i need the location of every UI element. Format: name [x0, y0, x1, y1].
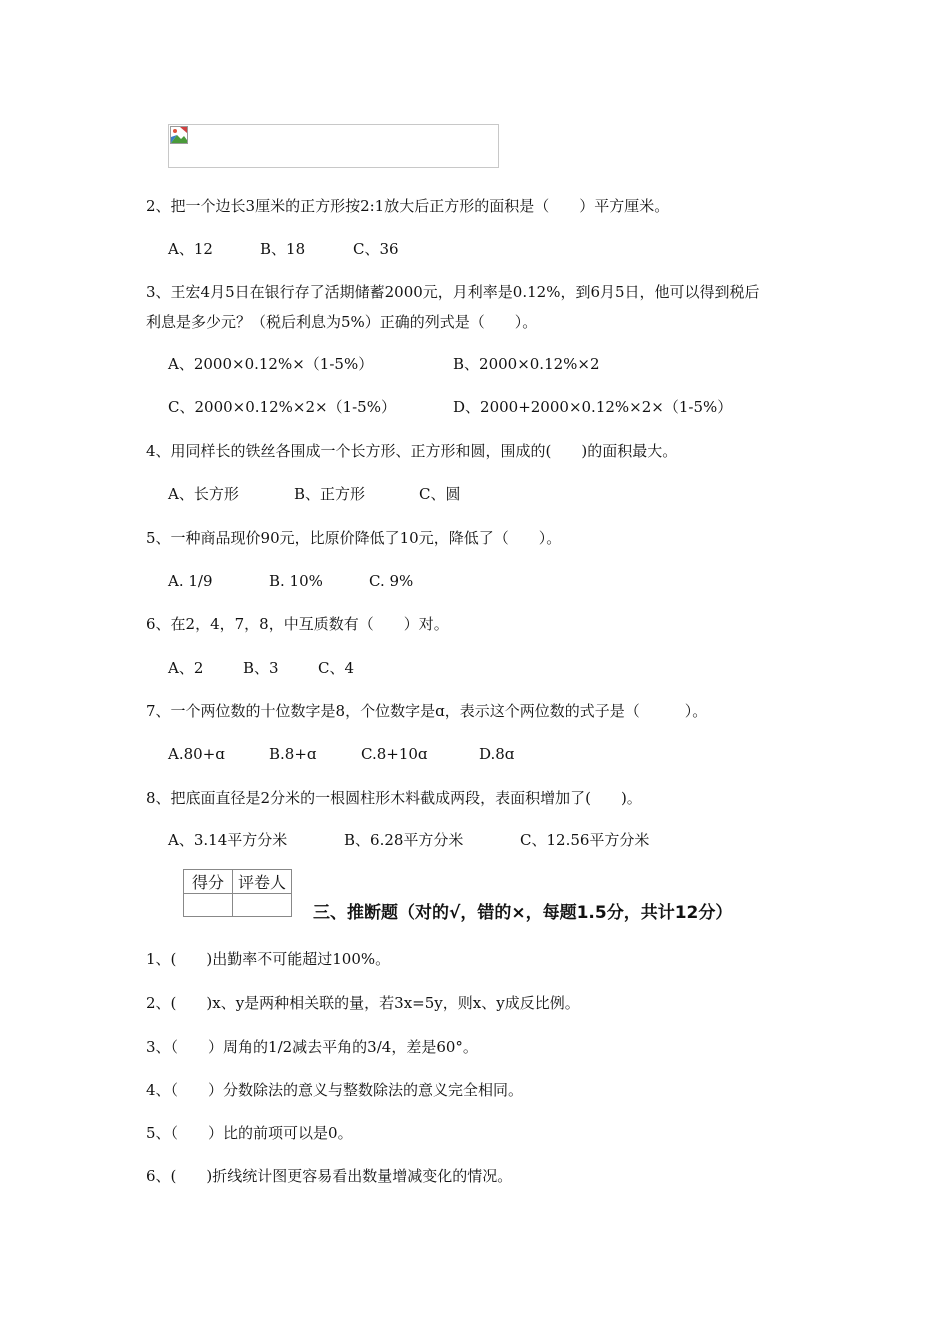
grader-cell: [233, 894, 292, 917]
question-4-option-c: C、圆: [419, 485, 461, 503]
question-4-stem: 4、用同样长的铁丝各围成一个长方形、正方形和圆，围成的( )的面积最大。: [146, 442, 678, 460]
question-5-option-a: A. 1/9: [168, 572, 213, 590]
question-8-option-c: C、12.56平方分米: [520, 831, 650, 849]
broken-image-icon: [170, 126, 188, 144]
question-8-option-b: B、6.28平方分米: [344, 831, 464, 849]
judgment-item-6: 6、( )折线统计图更容易看出数量增减变化的情况。: [146, 1167, 513, 1185]
question-3-option-b: B、2000×0.12%×2: [453, 355, 600, 373]
question-3-option-d: D、2000+2000×0.12%×2×（1-5%）: [453, 398, 733, 416]
question-5-option-c: C. 9%: [369, 572, 414, 590]
question-8-option-a: A、3.14平方分米: [168, 831, 288, 849]
question-5-option-b: B. 10%: [269, 572, 323, 590]
score-table: [183, 869, 292, 917]
question-2-option-b: B、18: [260, 240, 306, 258]
question-2-option-a: A、12: [168, 240, 213, 258]
question-6-option-a: A、2: [168, 659, 204, 677]
score-label: 得分: [184, 870, 233, 894]
score-cell: [184, 894, 233, 917]
question-3-stem-line2: 利息是多少元？（税后利息为5%）正确的列式是（ ）。: [146, 313, 538, 331]
question-7-option-b: B.8+ɑ: [269, 745, 317, 763]
question-5-stem: 5、一种商品现价90元，比原价降低了10元，降低了（ ）。: [146, 529, 562, 547]
question-4-option-a: A、长方形: [168, 485, 239, 503]
question-3-option-c: C、2000×0.12%×2×（1-5%）: [168, 398, 396, 416]
question-4-option-b: B、正方形: [294, 485, 366, 503]
question-7-option-a: A.80+ɑ: [168, 745, 225, 763]
question-2-option-c: C、36: [353, 240, 399, 258]
judgment-item-1: 1、( )出勤率不可能超过100%。: [146, 950, 391, 968]
question-3-option-a: A、2000×0.12%×（1-5%）: [168, 355, 374, 373]
question-7-stem: 7、一个两位数的十位数字是8，个位数字是ɑ，表示这个两位数的式子是（ ）。: [146, 702, 708, 720]
judgment-item-2: 2、( )x、y是两种相关联的量，若3x=5y，则x、y成反比例。: [146, 994, 580, 1012]
question-6-option-c: C、4: [318, 659, 355, 677]
judgment-item-4: 4、（ ）分数除法的意义与整数除法的意义完全相同。: [146, 1081, 524, 1099]
question-3-stem-line1: 3、王宏4月5日在银行存了活期储蓄2000元，月利率是0.12%，到6月5日，他可以得到税后: [146, 283, 760, 301]
judgment-item-3: 3、（ ）周角的1/2减去平角的3/4，差是60°。: [146, 1038, 478, 1056]
question-7-option-d: D.8ɑ: [479, 745, 515, 763]
section-3-title: 三、推断题（对的√，错的×，每题1.5分，共计12分）: [313, 903, 733, 923]
question-6-stem: 6、在2，4，7，8，中互质数有（ ）对。: [146, 615, 449, 633]
question-2-stem: 2、把一个边长3厘米的正方形按2:1放大后正方形的面积是（ ）平方厘米。: [146, 197, 670, 215]
judgment-item-5: 5、（ ）比的前项可以是0。: [146, 1124, 353, 1142]
question-8-stem: 8、把底面直径是2分米的一根圆柱形木料截成两段，表面积增加了( )。: [146, 789, 642, 807]
grader-label: 评卷人: [233, 870, 292, 894]
broken-image-placeholder: [168, 124, 499, 168]
question-7-option-c: C.8+10ɑ: [361, 745, 428, 763]
question-6-option-b: B、3: [243, 659, 279, 677]
